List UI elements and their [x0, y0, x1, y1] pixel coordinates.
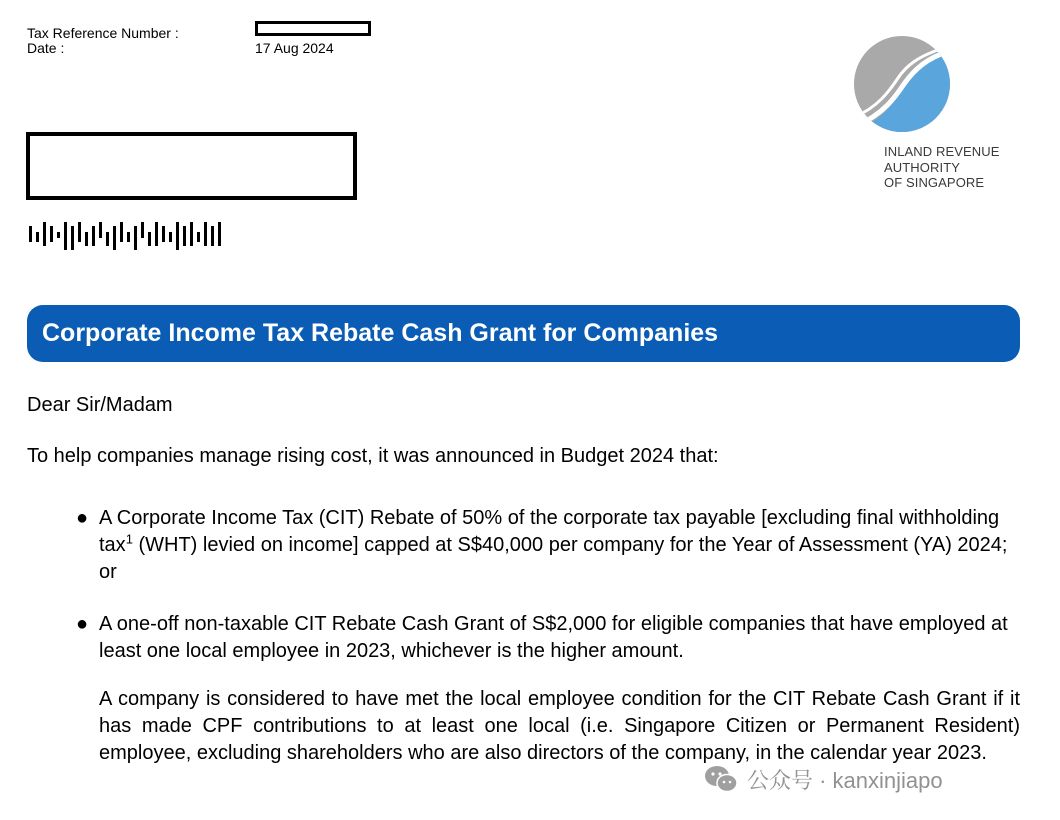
wechat-watermark	[703, 762, 943, 796]
logo-line-1: INLAND REVENUE	[884, 144, 1000, 159]
iras-logo-text	[884, 144, 1000, 191]
bullet-dot-1: ●	[76, 507, 89, 529]
intro-paragraph: To help companies manage rising cost, it was announced in Budget 2024 that:	[27, 445, 719, 467]
salutation: Dear Sir/Madam	[27, 394, 173, 416]
date-label: Date :	[27, 40, 65, 56]
wechat-icon	[703, 764, 739, 794]
address-redaction	[26, 132, 357, 200]
postal-barcode	[29, 222, 229, 250]
logo-line-2: AUTHORITY	[884, 159, 961, 175]
bullet-1-text: A Corporate Income Tax (CIT) Rebate of 50% of the corporate tax payable [excluding final withholding tax	[99, 507, 1000, 556]
bullet-item-cash-grant: A one-off non-taxable CIT Rebate Cash Grant of S$2,000 for eligible companies that have employed at least one local employee in 2023, whichever is the higher amount.	[99, 613, 1008, 662]
bullet-dot-2: ●	[76, 613, 89, 635]
date-value: 17 Aug 2024	[255, 40, 334, 56]
eligibility-note: A company is considered to have met the local employee condition for the CIT Rebate Cash Grant if it has made CPF contributions to at least one local (i.e. Singapore Citizen or Permanent Resident) employee, excluding shareholders who are also directors of the company, in the calendar year 2023.	[99, 688, 1020, 764]
bullet-1-text-cont: (WHT) levied on income] capped at S$40,000 per company for the Year of Assessment (YA) 2024; or	[99, 534, 1008, 583]
tax-reference-label: Tax Reference Number :	[27, 25, 179, 41]
title-banner	[27, 305, 1020, 362]
tax-reference-redaction	[255, 21, 371, 36]
footnote-ref-1[interactable]: 1	[125, 531, 133, 547]
watermark-text: 公众号 · kanxinjiapo	[747, 767, 943, 793]
iras-logo-icon	[852, 34, 952, 134]
logo-line-3: OF SINGAPORE	[884, 175, 985, 190]
page-title: Corporate Income Tax Rebate Cash Grant for Companies	[42, 319, 719, 347]
bullet-item-cit-rebate	[99, 505, 1020, 586]
